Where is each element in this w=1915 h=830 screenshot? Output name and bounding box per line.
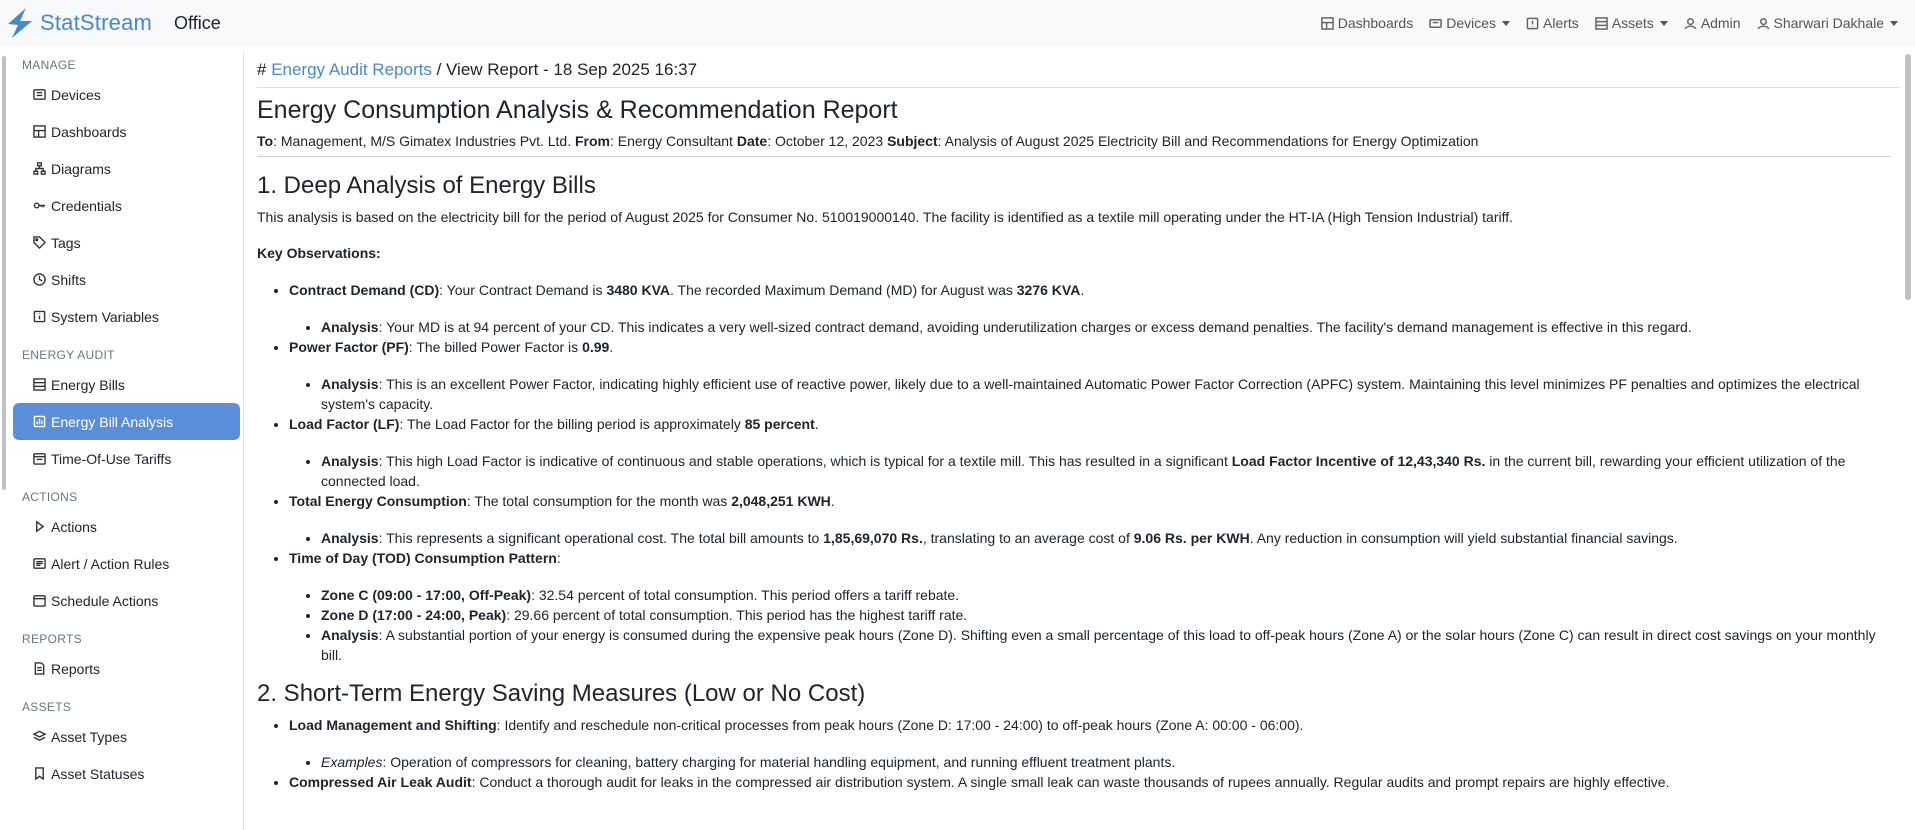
meta-to-label: To <box>257 133 274 149</box>
sidebar-item-asset-types[interactable] <box>13 718 240 755</box>
pf-text-1: : The billed Power Factor is <box>408 339 583 355</box>
list-item <box>321 605 1900 625</box>
sidebar-item-alert-action-rules[interactable] <box>13 545 240 582</box>
list-item <box>321 317 1900 337</box>
meta-date: : October 12, 2023 <box>767 133 888 149</box>
sidebar-item-label: Shifts <box>51 271 87 288</box>
sidebar-item-dashboards[interactable] <box>13 113 240 150</box>
cd-value: 3480 KVA <box>606 282 670 298</box>
list-item <box>321 625 1900 665</box>
sidebar-item-system-variables[interactable] <box>13 298 240 335</box>
sidebar-section-assets: ASSETS <box>22 700 72 714</box>
nav-user-menu[interactable] <box>1757 15 1899 31</box>
info-icon <box>33 310 46 323</box>
lf-analysis-2: in the current bill, rewarding your efficient utilization of the connected load. <box>321 453 1846 489</box>
sidebar-item-devices[interactable] <box>13 76 240 113</box>
sidebar-item-label: Credentials <box>51 197 122 214</box>
chevron-down-icon <box>1660 21 1668 26</box>
breadcrumb-prefix: # <box>257 60 272 79</box>
tod-analysis: : A substantial portion of your energy is consumed during the expensive peak hours (Zone D). Shifting even a small percentage of this load to off-peak hours (Zone A) or the solar hours (Zone C) can result in direct cost savings on your monthly bill. <box>321 627 1876 663</box>
tod-label: Time of Day (TOD) Consumption Pattern <box>289 550 557 566</box>
list-item <box>289 715 1900 772</box>
nav-assets-label: Assets <box>1611 15 1654 31</box>
sidebar-item-label: Dashboards <box>51 123 127 140</box>
nav-alerts[interactable] <box>1526 15 1579 31</box>
sidebar-item-energy-bill-analysis[interactable] <box>13 403 240 440</box>
bookmark-icon <box>33 767 46 780</box>
nav-dashboards-label: Dashboards <box>1337 15 1414 31</box>
nav-alerts-label: Alerts <box>1543 15 1579 31</box>
dashboard-icon <box>1321 17 1334 30</box>
breadcrumb-current: / View Report - 18 Sep 2025 16:37 <box>431 60 698 79</box>
lf-incentive: Load Factor Incentive of 12,43,340 Rs. <box>1231 453 1486 469</box>
meta-from: : Energy Consultant <box>609 133 737 149</box>
sidebar-item-label: Actions <box>51 518 97 535</box>
report-meta <box>257 129 1890 157</box>
breadcrumb <box>257 52 1900 88</box>
sub-list <box>289 585 1900 665</box>
devices-icon <box>1429 17 1442 30</box>
sidebar-item-schedule-actions[interactable] <box>13 582 240 619</box>
sidebar-item-tags[interactable] <box>13 224 240 261</box>
top-navbar <box>0 0 1915 46</box>
list-item <box>289 337 1900 414</box>
list-item <box>289 491 1900 548</box>
lf-analysis-1: : This high Load Factor is indicative of continuous and stable operations, which is typical for a textile mill. This has resulted in a significant <box>378 453 1232 469</box>
sidebar <box>10 52 244 830</box>
ca-label: Compressed Air Leak Audit <box>289 774 472 790</box>
report-title: Energy Consumption Analysis & Recommendation Report <box>257 96 898 124</box>
analysis-label: Analysis <box>321 627 379 643</box>
section-2-heading: 2. Short-Term Energy Saving Measures (Low or No Cost) <box>257 680 866 707</box>
sidebar-item-label: Reports <box>51 660 101 677</box>
sidebar-item-label: Diagrams <box>51 160 111 177</box>
nav-devices-label: Devices <box>1446 15 1496 31</box>
sidebar-scroll-thumb[interactable] <box>2 56 6 490</box>
lf-label: Load Factor (LF) <box>289 416 400 432</box>
user-icon <box>1757 17 1770 30</box>
sidebar-item-actions[interactable] <box>13 508 240 545</box>
sidebar-section-energy-audit: ENERGY AUDIT <box>22 348 115 362</box>
meta-subject-label: Subject <box>887 133 938 149</box>
sidebar-item-tou-tariffs[interactable] <box>13 440 240 477</box>
nav-admin[interactable] <box>1684 15 1741 31</box>
key-observations-heading: Key Observations: <box>257 245 381 261</box>
sidebar-section-reports: REPORTS <box>22 632 82 646</box>
list-item <box>321 585 1900 605</box>
cd-text-1: : Your Contract Demand is <box>439 282 607 298</box>
sidebar-item-credentials[interactable] <box>13 187 240 224</box>
nav-dashboards[interactable] <box>1321 15 1414 31</box>
examples-label: Examples <box>321 754 383 770</box>
lf-value: 85 percent <box>744 416 815 432</box>
nav-admin-label: Admin <box>1700 15 1741 31</box>
nav-devices[interactable] <box>1429 15 1510 31</box>
zone-c-label: Zone C (09:00 - 17:00, Off-Peak) <box>321 587 532 603</box>
sidebar-item-reports[interactable] <box>13 650 240 687</box>
breadcrumb-link-energy-audit-reports[interactable]: Energy Audit Reports <box>271 60 432 79</box>
list-icon <box>33 557 46 570</box>
chevron-down-icon <box>1502 21 1510 26</box>
cd-text-2: . The recorded Maximum Demand (MD) for August was <box>670 282 1017 298</box>
play-icon <box>33 520 46 533</box>
cd-analysis: : Your MD is at 94 percent of your CD. This indicates a very well-sized contract demand, avoiding underutilization charges or excess demand penalties. The facility's demand management is effective in this regard. <box>378 319 1692 335</box>
sidebar-item-label: Devices <box>51 86 101 103</box>
admin-icon <box>1684 17 1697 30</box>
sidebar-item-label: Alert / Action Rules <box>51 555 170 572</box>
sub-list <box>289 317 1900 337</box>
sub-list <box>289 752 1900 772</box>
pf-value: 0.99 <box>582 339 610 355</box>
meta-from-label: From <box>574 133 610 149</box>
total-bill: 1,85,69,070 Rs. <box>823 530 923 546</box>
sidebar-item-label: Tags <box>51 234 81 251</box>
bill-icon <box>33 378 46 391</box>
calendar-icon <box>33 452 46 465</box>
list-item <box>321 528 1900 548</box>
meta-date-label: Date <box>736 133 768 149</box>
sidebar-item-shifts[interactable] <box>13 261 240 298</box>
sidebar-section-manage: MANAGE <box>22 58 76 72</box>
assets-icon <box>1595 17 1608 30</box>
layers-icon <box>33 730 46 743</box>
cd-text-3: . <box>1080 282 1085 298</box>
sidebar-item-diagrams[interactable] <box>13 150 240 187</box>
brand-name: StatStream <box>40 10 153 35</box>
list-item <box>321 374 1900 414</box>
lf-text-1: : The Load Factor for the billing period is approximately <box>399 416 745 432</box>
ca-text: : Conduct a thorough audit for leaks in the compressed air distribution system. A single small leak can waste thousands of rupees annually. Regular audits and prompt repairs are highly effective. <box>471 774 1670 790</box>
tod-text-1: : <box>556 550 561 566</box>
zone-d-label: Zone D (17:00 - 24:00, Peak) <box>321 607 507 623</box>
tec-analysis-2: , translating to an average cost of <box>922 530 1134 546</box>
lm-text: : Identify and reschedule non-critical processes from peak hours (Zone D: 17:00 - 24:00) to off-peak hours (Zone A: 00:00 - 06:00). <box>496 717 1304 733</box>
zone-d-text: : 29.66 percent of total consumption. This period has the highest tariff rate. <box>506 607 968 623</box>
sidebar-item-label: Schedule Actions <box>51 592 159 609</box>
tec-value: 2,048,251 KWH <box>731 493 831 509</box>
brand[interactable] <box>4 6 221 40</box>
observations-list <box>257 280 1900 665</box>
sub-list <box>289 374 1900 414</box>
list-item <box>289 772 1900 792</box>
sidebar-item-label: Time-Of-Use Tariffs <box>51 450 172 467</box>
zone-c-text: : 32.54 percent of total consumption. This period offers a tariff rebate. <box>531 587 960 603</box>
section-1-heading: 1. Deep Analysis of Energy Bills <box>257 172 596 199</box>
sidebar-section-actions: ACTIONS <box>22 490 78 504</box>
section-1-intro: This analysis is based on the electricity bill for the period of August 2025 for Consumer No. 510019000140. The facility is identified as a textile mill operating under the HT-IA (High Tension Industrial) tariff. <box>257 209 1514 225</box>
chart-icon <box>33 415 46 428</box>
sub-list <box>289 451 1900 491</box>
analysis-label: Analysis <box>321 319 379 335</box>
tec-label: Total Energy Consumption <box>289 493 467 509</box>
chevron-down-icon <box>1890 21 1898 26</box>
analysis-label: Analysis <box>321 530 379 546</box>
tec-text-2: . <box>830 493 835 509</box>
tec-analysis-3: . Any reduction in consumption will yield substantial financial savings. <box>1249 530 1678 546</box>
clock-icon <box>33 273 46 286</box>
sidebar-scrollbar[interactable] <box>0 52 8 830</box>
pf-text-2: . <box>609 339 614 355</box>
meta-to: : Management, M/S Gimatex Industries Pvt. Ltd. <box>273 133 575 149</box>
diagram-icon <box>33 162 46 175</box>
sidebar-item-label: Energy Bills <box>51 376 125 393</box>
sub-list <box>289 528 1900 548</box>
sidebar-item-label: Energy Bill Analysis <box>51 413 174 430</box>
tec-text-1: : The total consumption for the month was <box>466 493 732 509</box>
avg-cost: 9.06 Rs. per KWH <box>1133 530 1250 546</box>
lm-examples: : Operation of compressors for cleaning, battery charging for material handling equipment, and running effluent treatment plants. <box>382 754 1176 770</box>
cd-label: Contract Demand (CD) <box>289 282 440 298</box>
alert-icon <box>1526 17 1539 30</box>
content-scrollbar[interactable] <box>1902 52 1915 830</box>
analysis-label: Analysis <box>321 453 379 469</box>
lm-label: Load Management and Shifting <box>289 717 497 733</box>
sidebar-item-energy-bills[interactable] <box>13 366 240 403</box>
meta-subject: : Analysis of August 2025 Electricity Bill and Recommendations for Energy Optimization <box>937 133 1479 149</box>
tag-icon <box>33 236 46 249</box>
list-item <box>289 414 1900 491</box>
top-nav-menu <box>1321 15 1898 31</box>
list-item <box>321 451 1900 491</box>
devices-icon <box>33 88 46 101</box>
md-value: 3276 KVA <box>1016 282 1081 298</box>
measures-list <box>257 715 1900 792</box>
sidebar-item-asset-statuses[interactable] <box>13 755 240 792</box>
document-icon <box>33 662 46 675</box>
pf-label: Power Factor (PF) <box>289 339 409 355</box>
content-scroll-thumb[interactable] <box>1905 54 1911 300</box>
report-content <box>245 52 1900 830</box>
sidebar-item-label: Asset Types <box>51 728 128 745</box>
sidebar-item-label: Asset Statuses <box>51 765 145 782</box>
key-icon <box>33 199 46 212</box>
list-item <box>289 280 1900 337</box>
nav-user-label: Sharwari Dakhale <box>1773 15 1884 31</box>
dashboard-icon <box>33 125 46 138</box>
list-item <box>321 752 1900 772</box>
lf-text-2: . <box>814 416 819 432</box>
pf-analysis: : This is an excellent Power Factor, indicating highly efficient use of reactive power, likely due to a well-maintained Automatic Power Factor Correction (APFC) system. Maintaining this level minimizes PF penalties and optimizes the electrical system's capacity. <box>321 376 1860 412</box>
calendar-icon <box>33 594 46 607</box>
statstream-logo-icon <box>4 6 36 40</box>
analysis-label: Analysis <box>321 376 379 392</box>
list-item <box>289 548 1900 665</box>
app-name: Office <box>174 12 221 33</box>
tec-analysis-1: : This represents a significant operational cost. The total bill amounts to <box>378 530 824 546</box>
sidebar-item-label: System Variables <box>51 308 159 325</box>
nav-assets[interactable] <box>1595 15 1668 31</box>
